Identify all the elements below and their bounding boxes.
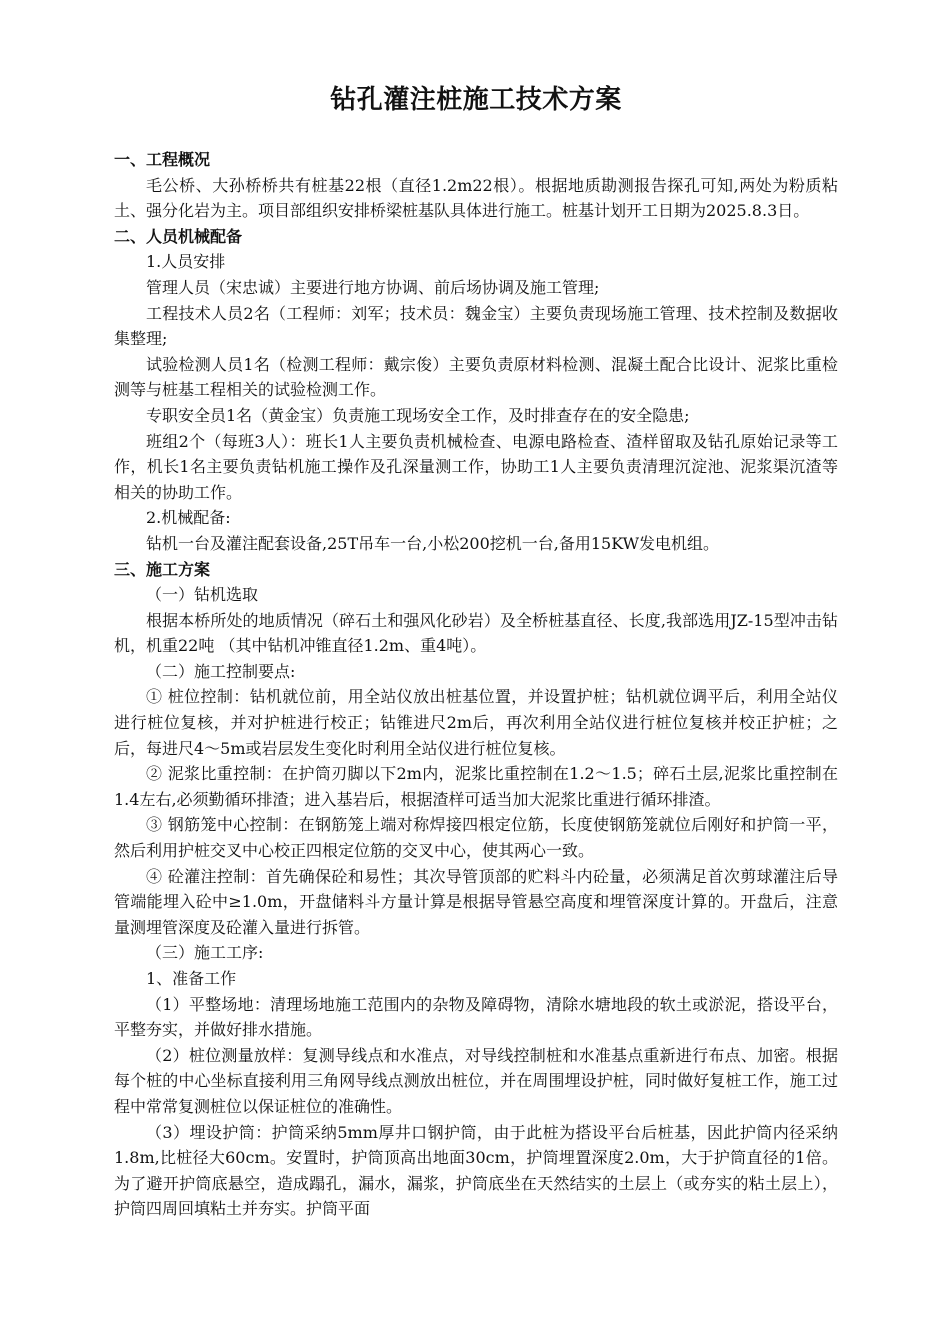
paragraph: （3）埋设护筒：护筒采纳5mm厚井口钢护筒，由于此桩为搭设平台后桩基，因此护筒内径采纳1.8m,比桩径大60cm。安置时，护筒顶高出地面30cm，护筒埋置深度2.0m，大于护筒直径的1倍。为了避开护筒底悬空，造成蹋孔，漏水，漏浆，护筒底坐在天然结实的土层上（或夯实的粘土层上），护筒四周回填粘土并夯实。护筒平面 [114, 1122, 838, 1219]
paragraph: （2）桩位测量放样：复测导线点和水准点，对导线控制桩和水准基点重新进行布点、加密。根据每个桩的中心坐标直接利用三角网导线点测放出桩位，并在周围埋设护桩，同时做好复桩工作，施工过程中常常复测桩位以保证桩位的准确性。 [114, 1045, 838, 1116]
paragraph: 管理人员（宋忠诚）主要进行地方协调、前后场协调及施工管理; [146, 277, 600, 297]
subheading: 1.人员安排 [146, 252, 226, 272]
paragraph: ① 桩位控制：钻机就位前，用全站仪放出桩基位置，并设置护桩；钻机就位调平后，利用全站仪进行桩位复核，并对护桩进行校正；钻锥进尺2m后，再次利用全站仪进行桩位复核并校正护桩；之后，每进尺4～5m或岩层发生变化时利用全站仪进行桩位复核。 [114, 687, 838, 758]
paragraph: 专职安全员1名（黄金宝）负责施工现场安全工作，及时排查存在的安全隐患; [146, 405, 690, 425]
paragraph: 试验检测人员1名（检测工程师：戴宗俊）主要负责原材料检测、混凝土配合比设计、泥浆比重检测等与桩基工程相关的试验检测工作。 [114, 354, 838, 400]
paragraph: ④ 砼灌注控制：首先确保砼和易性；其次导管顶部的贮料斗内砼量，必须满足首次剪球灌注后导管端能埋入砼中≥1.0m，开盘储料斗方量计算是根据导管悬空高度和埋管深度计算的。开盘后，注意量测埋管深度及砼灌入量进行拆管。 [114, 866, 838, 937]
subheading: 1、准备工作 [146, 969, 237, 988]
paragraph: （1）平整场地：清理场地施工范围内的杂物及障碍物，清除水塘地段的软土或淤泥，搭设平台，平整夯实，并做好排水措施。 [114, 994, 838, 1040]
paragraph: 毛公桥、大孙桥桥共有桩基22根（直径1.2m22根）。根据地质勘测报告探孔可知,两处为粉质粘土、强分化岩为主。项目部组织安排桥梁桩基队具体进行施工。桩基计划开工日期为2025.8.3日。 [114, 175, 838, 221]
subheading: 2.机械配备: [146, 508, 231, 528]
paragraph: ② 泥浆比重控制：在护筒刃脚以下2m内，泥浆比重控制在1.2～1.5；碎石土层,泥浆比重控制在1.4左右,必须勤循环排渣；进入基岩后，根据渣样可适当加大泥浆比重进行循环排渣。 [114, 764, 838, 809]
document-title: 钻孔灌注桩施工技术方案 [330, 85, 622, 115]
section-heading-staffing: 二、人员机械配备 [114, 226, 243, 246]
subheading: （一）钻机选取 [146, 585, 259, 605]
paragraph: 班组2个（每班3人）：班长1人主要负责机械检查、电源电路检查、渣样留取及钻孔原始记录等工作，机长1名主要负责钻机施工操作及孔深量测工作，协助工1人主要负责清理沉淀池、泥浆渠沉渣等相关的协助工作。 [114, 431, 838, 502]
section-heading-overview: 一、工程概况 [114, 150, 211, 169]
subheading: （二）施工控制要点: [146, 661, 296, 681]
subheading: （三）施工工序: [146, 943, 264, 963]
paragraph: 钻机一台及灌注配套设备,25T吊车一台,小松200挖机一台,备用15KW发电机组。 [146, 533, 720, 553]
paragraph: 根据本桥所处的地质情况（碎石土和强风化砂岩）及全桥桩基直径、长度,我部选用JZ-15型冲击钻机，机重22吨 （其中钻机冲锥直径1.2m、重4吨）。 [114, 610, 838, 656]
paragraph: 工程技术人员2名（工程师：刘军；技术员：魏金宝）主要负责现场施工管理、技术控制及数据收集整理; [114, 303, 838, 349]
paragraph: ③ 钢筋笼中心控制：在钢筋笼上端对称焊接四根定位筋，长度使钢筋笼就位后刚好和护筒一平，然后利用护桩交叉中心校正四根定位筋的交叉中心，使其两心一致。 [114, 815, 838, 861]
section-heading-plan: 三、施工方案 [114, 559, 211, 579]
